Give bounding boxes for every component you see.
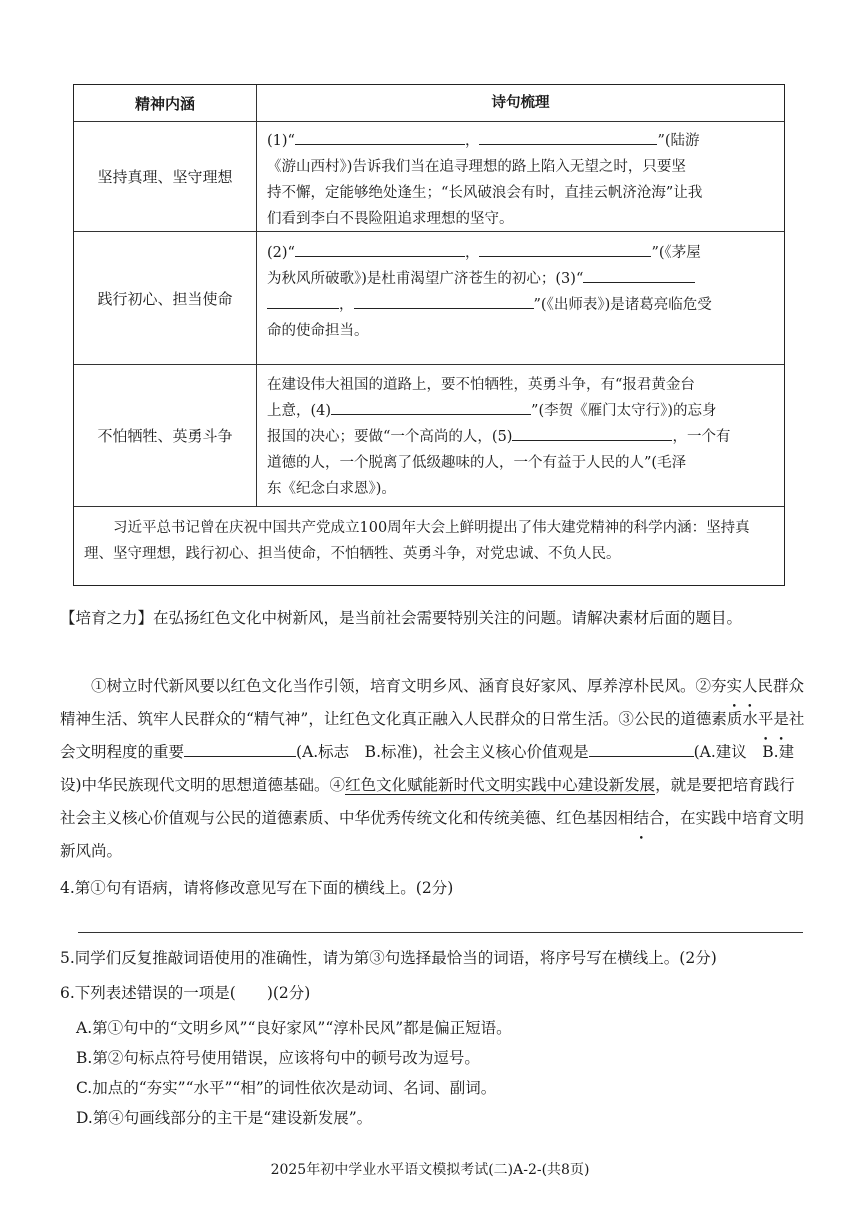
dotted-char: 夯 xyxy=(711,677,727,695)
question-5: 5.同学们反复推敲词语使用的准确性，请为第③句选择最恰当的词语，将序号写在横线上。(2分) xyxy=(60,949,717,967)
blank-4[interactable] xyxy=(331,398,531,415)
text: 在建设伟大祖国的道路上，要不怕牺牲，英勇斗争，有“报君黄金台 xyxy=(267,377,695,393)
passage xyxy=(60,670,805,868)
text: 观是 xyxy=(557,743,589,761)
blank-3[interactable] xyxy=(583,266,695,283)
text: ”(《出师表》)是诸葛亮临危受 xyxy=(533,297,712,313)
blank-1b[interactable] xyxy=(479,128,657,145)
text: 道德的人，一个脱离了低级趣味的人，一个有益于人民的人”(毛泽 xyxy=(267,455,687,471)
text: 持不懈，定能够绝处逢生；“长风破浪会有时，直挂云帆济沧海”让我 xyxy=(267,185,703,201)
underlined-text: 代文明实践中心建设新发展 xyxy=(469,776,656,794)
text: (A.标志 B.标准)，社会主义核心价值 xyxy=(296,743,558,761)
text: ”(陆游 xyxy=(657,133,700,149)
table-row xyxy=(74,232,784,365)
answer-line[interactable] xyxy=(78,932,803,933)
text: 《游山西村》)告诉我们当在追寻理想的路上陷入无望之时，只要坚 xyxy=(267,159,686,175)
option-d: D.第④句画线部分的主干是“建设新发展”。 xyxy=(76,1109,373,1127)
text: ， xyxy=(339,297,354,313)
blank-1[interactable] xyxy=(295,128,465,145)
header-left: 精神内涵 xyxy=(74,85,257,121)
text: ， xyxy=(464,245,480,261)
text: 是社会文明程度的重要 xyxy=(60,710,805,761)
option-a: A.第①句中的“文明乡风”“良好家风”“淳朴民风”都是偏正短语。 xyxy=(76,1019,512,1037)
text: 传统文化和传统美德、红色基因 xyxy=(401,809,619,827)
row-label: 践行初心、担当使命 xyxy=(74,232,257,364)
underlined-text: 红色文化赋能新时 xyxy=(345,776,470,794)
text: ， xyxy=(464,133,480,149)
table-note: 习近平总书记曾在庆祝中国共产党成立100周年大会上鲜明提出了伟大建党精神的科学内涵：坚持真理、坚守理想，践行初心、担当使命，不怕牺牲、英勇斗争，对党忠诚、不负人民。 xyxy=(84,520,750,562)
row-content xyxy=(257,365,784,506)
dotted-char: 水 xyxy=(742,710,758,728)
poetry-table xyxy=(73,84,785,586)
blank-3b[interactable] xyxy=(354,292,534,309)
row-label: 不怕牺牲、英勇斗争 xyxy=(74,365,257,506)
blank-word-2[interactable] xyxy=(589,740,694,757)
text: 报国的决心；要做“一个高尚的人，(5) xyxy=(267,429,513,445)
text: ①树立时代新风要以红色文化当作引领，培育文明乡风、涵育良好家风、厚养淳朴民风。② xyxy=(91,677,712,695)
text: (A.建议 B.建设)中华民族现代文明的思想道德基础。④ xyxy=(60,743,795,794)
text: ”(李贺《雁门太守行》)的忘身 xyxy=(531,403,717,419)
header-right: 诗句梳理 xyxy=(491,94,550,111)
text: (1)“ xyxy=(267,133,295,149)
table-row xyxy=(74,365,784,507)
intro-text: 【培育之力】在弘扬红色文化中树新风，是当前社会需要特别关注的问题。请解决素材后面的题目。 xyxy=(60,609,743,627)
text: ，一个有 xyxy=(672,429,731,445)
option-b: B.第②句标点符号使用错误，应该将句中的顿号改为逗号。 xyxy=(76,1049,480,1067)
text: 东《纪念白求恩》)。 xyxy=(267,481,396,497)
question-6: 6.下列表述错误的一项是( )(2分) xyxy=(60,984,311,1002)
page-footer: 2025年初中学业水平语文模拟考试(二)A-2-(共8页) xyxy=(270,1162,590,1178)
text: 上意，(4) xyxy=(267,403,332,419)
option-c: C.加点的“夯实”“水平”“相”的词性依次是动词、名词、副词。 xyxy=(76,1079,497,1097)
text: 结合，在实践中培育文明新风尚。 xyxy=(60,809,805,860)
text: ，就是要把培育践行社会主义核心价值观与公民的道德素质、中华优秀 xyxy=(60,776,795,827)
text: 人民群众精神生活、筑牢人民群众的“精气神”，让红色文化真正融入人民群众的日常生活。③ xyxy=(60,677,805,728)
text: 公民的道德素质 xyxy=(633,710,743,728)
text: ”(《茅屋 xyxy=(651,245,701,261)
text: 为秋风所破歌》)是杜甫渴望广济苍生的初心；(3)“ xyxy=(267,271,584,287)
table-row xyxy=(74,122,784,232)
row-label: 坚持真理、坚守理想 xyxy=(74,122,257,231)
row-content xyxy=(257,232,784,364)
blank-2b[interactable] xyxy=(479,240,651,257)
dotted-char: 相 xyxy=(618,809,634,827)
table-header-row xyxy=(74,85,784,122)
dotted-char: 实 xyxy=(726,677,743,695)
blank-3a[interactable] xyxy=(267,292,339,309)
blank-2[interactable] xyxy=(295,240,465,257)
blank-5[interactable] xyxy=(512,424,672,441)
text: 命的使命担当。 xyxy=(267,323,369,339)
dotted-char: 平 xyxy=(757,710,774,728)
row-content xyxy=(257,122,784,231)
question-4: 4.第①句有语病，请将修改意见写在下面的横线上。(2分) xyxy=(60,879,454,897)
blank-word-1[interactable] xyxy=(184,740,296,757)
text: (2)“ xyxy=(267,245,295,261)
text: 们看到李白不畏险阻追求理想的坚守。 xyxy=(267,211,514,227)
